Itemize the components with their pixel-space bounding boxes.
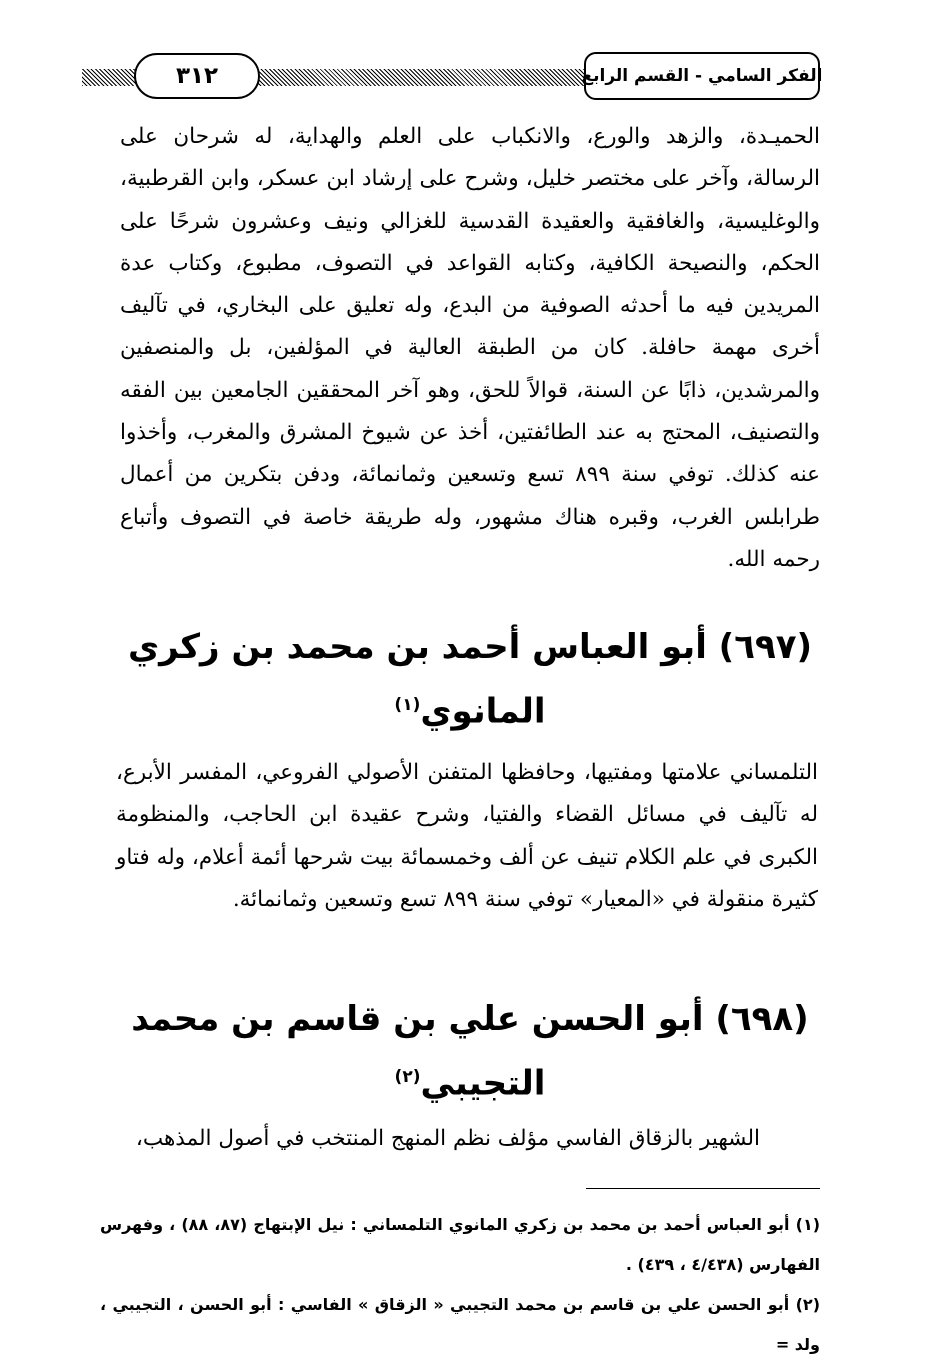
- entry-698-text: الشهير بالزقاق الفاسي مؤلف نظم المنهج المنتخب في أصول المذهب،: [135, 1126, 760, 1151]
- footnote-ref-2[interactable]: (٢): [394, 1067, 421, 1087]
- entry-heading-697-line1: (٦٩٧) أبو العباس أحمد بن محمد بن زكري: [127, 627, 813, 667]
- footnotes: [100, 1205, 820, 1365]
- entry-heading-697: [120, 618, 820, 740]
- footnote-divider: [586, 1188, 820, 1189]
- entry-heading-698-line2: التجيبي: [420, 1063, 546, 1104]
- running-header: [82, 48, 823, 104]
- footnote-2: (٢) أبو الحسن علي بن قاسم بن محمد التجيبي « الزقاق » الفاسي : أبو الحسن ، التجيبي ، ولد =: [100, 1295, 820, 1354]
- entry-697-text: التلمساني علامتها ومفتيها، وحافظها المتفنن الأصولي الفروعي، المفسر الأبرع، له تآليف في مسائل القضاء والفتيا، وشرح عقيدة ابن الحاجب، والمنظومة الكبرى في علم الكلام تنيف عن ألف وخمسمائة بيت شرحها أئمة أعلام، وله فتاو كثيرة منقولة في «المعيار» توفي سنة ٨٩٩ تسع وتسعين وثمانمائة.: [116, 760, 818, 912]
- footnote-1: (١) أبو العباس أحمد بن محمد بن زكري المانوي التلمساني : نيل الإبتهاج (٨٧، ٨٨) ، وفهرس الفهارس (٤/٤٣٨ ، ٤٣٩) .: [100, 1215, 821, 1274]
- footnote-ref-1[interactable]: (١): [394, 695, 421, 715]
- entry-heading-698-line1: (٦٩٨) أبو الحسن علي بن قاسم بن محمد: [131, 999, 809, 1039]
- page-number: ٣١٢: [134, 53, 260, 99]
- continued-paragraph: الحميـدة، والزهد والورع، والانكباب على العلم والهداية، له شرحان على الرسالة، وآخر على مختصر خليل، وشرح على إرشاد ابن عسكر، وابن القرطبية، والوغليسية، والغافقية والعقيدة القدسية للغزالي ونيف وعشرون شرحًا على الحكم، والنصيحة الكافية، وكتابه القواعد في التصوف، مطبوع، وكتاب عدة المريدين فيه ما أحدثه الصوفية من البدع، وله تعليق على البخاري، في تآليف أخرى مهمة حافلة. كان من الطبقة العالية في المؤلفين، بل والمنصفين والمرشدين، ذابًا عن السنة، قوالاً للحق، وهو آخر المحققين الجامعين بين الفقه والتصنيف، المحتج به عند الطائفتين، أخذ عن شيوخ المشرق والمغرب، وأخذوا عنه كذلك. توفي سنة ٨٩٩ تسع وتسعين وثمانمائة، ودفن بتكرين من أعمال طرابلس الغرب، وقبره هناك مشهور، وله طريقة خاصة في التصوف وأتباع رحمه الله.: [120, 124, 820, 572]
- running-title: الفكر السامي - القسم الرابع: [584, 52, 820, 100]
- entry-heading-697-line2: المانوي: [420, 691, 546, 732]
- entry-heading-698: [120, 990, 820, 1112]
